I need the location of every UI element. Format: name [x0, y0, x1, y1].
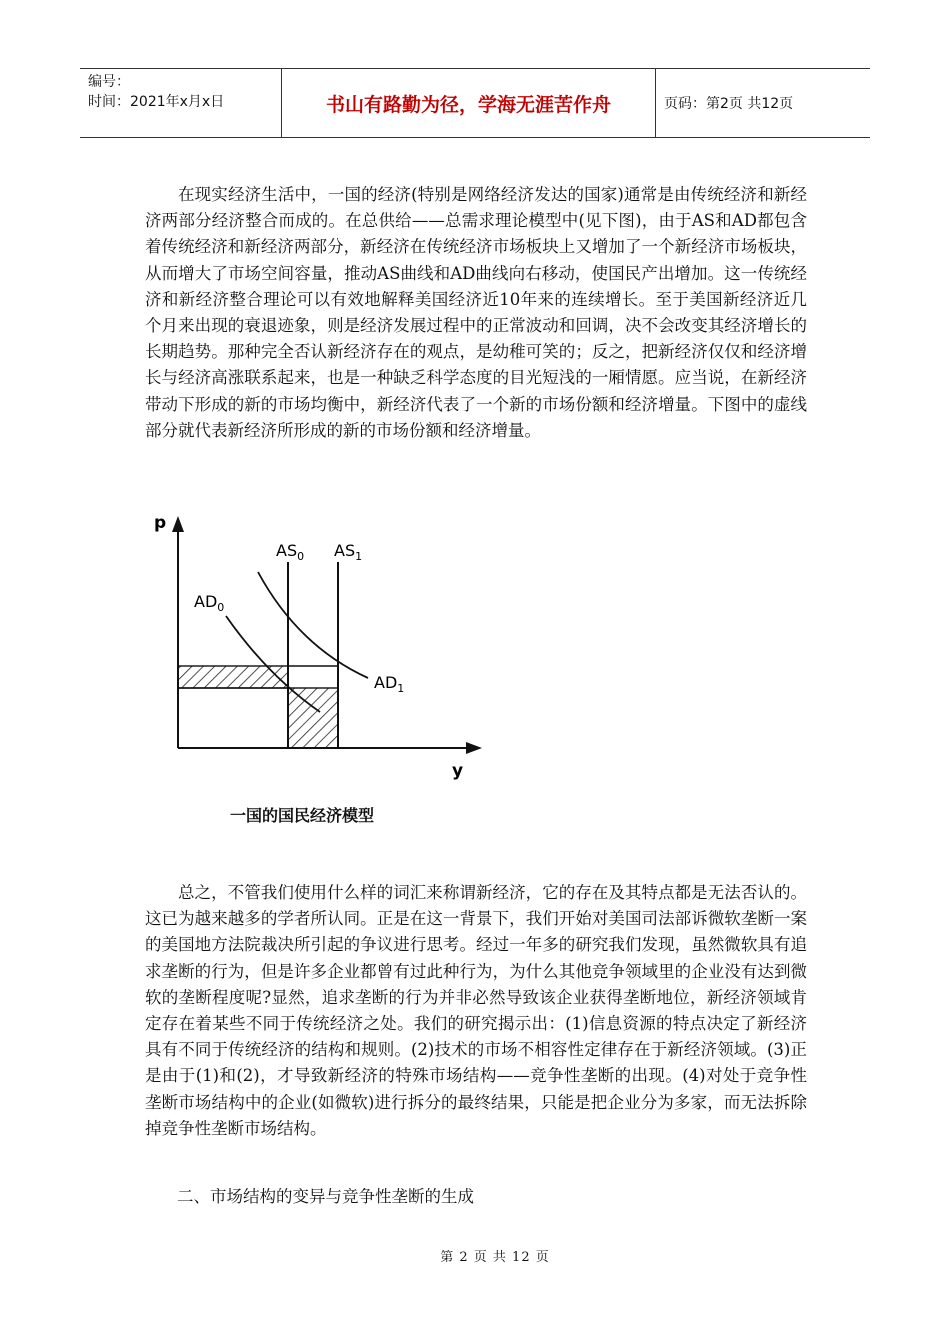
body-paragraph-1: 在现实经济生活中，一国的经济(特别是网络经济发达的国家)通常是由传统经济和新经济两部分经济整合而成的。在总供给——总需求理论模型中(见下图)，由于AS和AD都包含着传统经济和新经济两部分，新经济在传统经济市场板块上又增加了一个新经济市场板块，从而增大了市场空间容量，推动AS曲线和AD曲线向右移动，使国民产出增加。这一传统经济和新经济整合理论可以有效地解释美国经济近10年来的连续增长。至于美国新经济近几个月来出现的衰退迹象，则是经济发展过程中的正常波动和回调，决不会改变其经济增长的长期趋势。那种完全否认新经济存在的观点，是幼稚可笑的；反之，把新经济仅仅和经济增长与经济高涨联系起来，也是一种缺乏科学态度的目光短浅的一厢情愿。应当说，在新经济带动下形成的新的市场均衡中，新经济代表了一个新的市场份额和经济增量。下图中的虚线部分就代表新经济所形成的新的市场份额和经济增量。: [145, 185, 807, 440]
ad1-label: $AD_1$: [374, 673, 405, 695]
y-axis-arrow-icon: [172, 516, 184, 532]
document-date: 时间：2021年x月x日: [88, 94, 225, 110]
ad0-label: $AD_0$: [194, 592, 225, 614]
new-economy-price-band: [178, 666, 288, 688]
y-axis-label: p: [154, 513, 167, 533]
page-footer: [0, 1246, 950, 1265]
page-header: [80, 68, 870, 138]
document-number: 编号：: [88, 74, 130, 90]
ad1-curve: [258, 572, 368, 678]
x-axis-arrow-icon: [466, 742, 482, 754]
as0-label: $AS_0$: [276, 541, 305, 563]
header-motto: 书山有路勤为径，学海无涯苦作舟: [282, 69, 656, 137]
x-axis-label: y: [452, 761, 464, 781]
header-meta: [80, 69, 282, 137]
header-page-info: 页码：第2页 共12页: [664, 96, 794, 112]
new-economy-output-band: [288, 688, 338, 748]
figure-caption: 一国的国民经济模型: [230, 806, 375, 825]
footer-page-number: 第 2 页 共 12 页: [440, 1250, 550, 1265]
economic-model-figure: [148, 506, 498, 786]
body-paragraph-2: 总之，不管我们使用什么样的词汇来称谓新经济，它的存在及其特点都是无法否认的。这已为越来越多的学者所认同。正是在这一背景下，我们开始对美国司法部诉微软垄断一案的美国地方法院裁决所引起的争议进行思考。经过一年多的研究我们发现，虽然微软具有追求垄断的行为，但是许多企业都曾有过此种行为，为什么其他竞争领域里的企业没有达到微软的垄断程度呢?显然，追求垄断的行为并非必然导致该企业获得垄断地位，新经济领域肯定存在着某些不同于传统经济之处。我们的研究揭示出：(1)信息资源的特点决定了新经济具有不同于传统经济的结构和规则。(2)技术的市场不相容性定律存在于新经济领域。(3)正是由于(1)和(2)，才导致新经济的特殊市场结构——竞争性垄断的出现。(4)对处于竞争性垄断市场结构中的企业(如微软)进行拆分的最终结果，只能是把企业分为多家，而无法拆除掉竞争性垄断市场结构。: [145, 883, 807, 1138]
section-heading: 二、市场结构的变异与竞争性垄断的生成: [177, 1187, 474, 1206]
as1-label: $AS_1$: [334, 541, 363, 563]
